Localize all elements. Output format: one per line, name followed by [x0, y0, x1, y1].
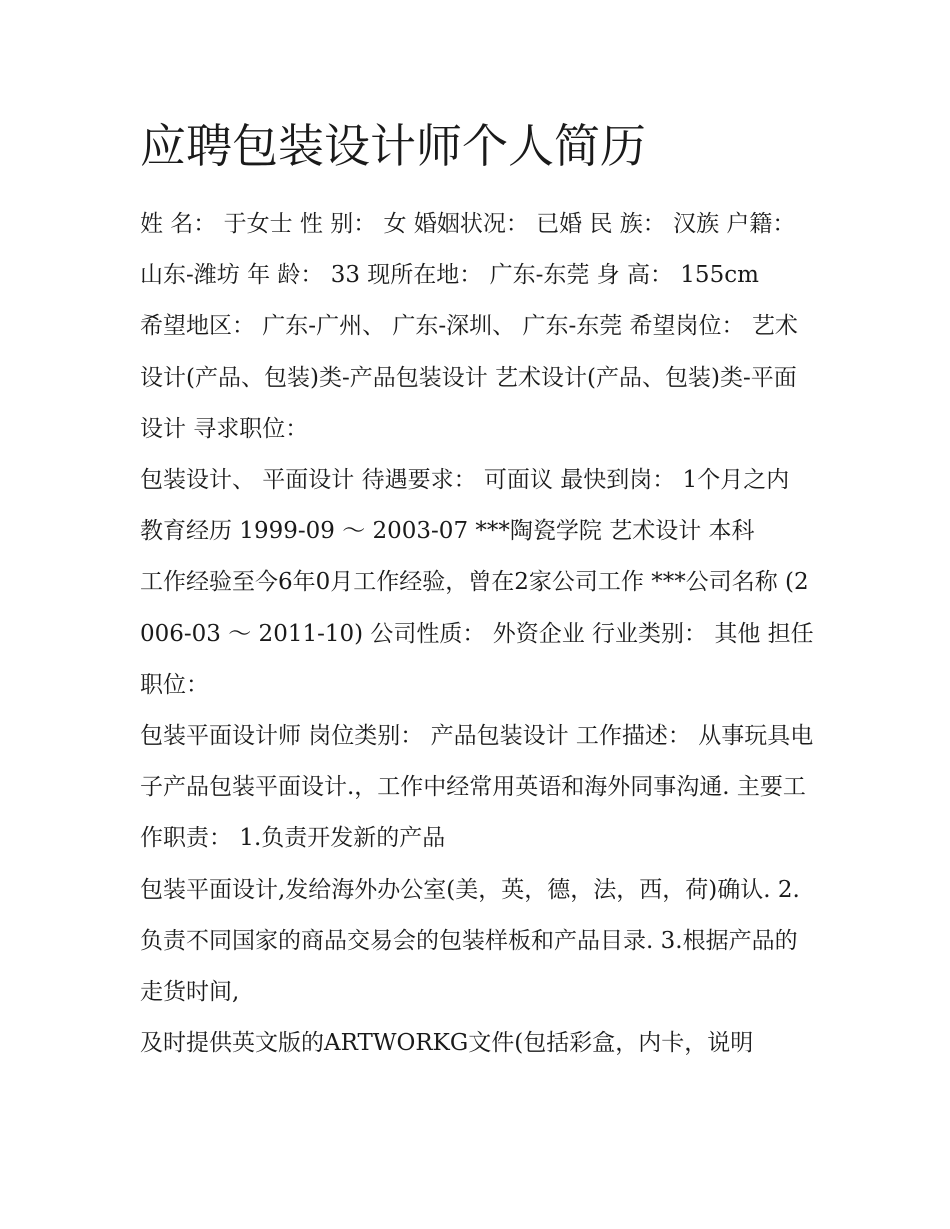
paragraph-job-intention: 希望地区： 广东-广州、 广东-深圳、 广东-东莞 希望岗位： 艺术设计(产品、包装)类-产品包装设计 艺术设计(产品、包装)类-平面设计 寻求职位：	[140, 313, 798, 442]
page-title: 应聘包装设计师个人简历	[140, 119, 646, 173]
document-body	[140, 199, 815, 1069]
paragraph-personal-info: 姓 名： 于女士 性 别： 女 婚姻状况： 已婚 民 族： 汉族 户籍： 山东-潍坊 年 龄： 33 现所在地： 广东-东莞 身 高： 155cm	[140, 211, 796, 289]
paragraph-artwork: 及时提供英文版的ARTWORKG文件(包括彩盒，内卡，说明	[140, 1030, 754, 1057]
paragraph-work-experience: 工作经验至今6年0月工作经验，曾在2家公司工作 ***公司名称 (2006-03 ～ 2011-10) 公司性质： 外资企业 行业类别： 其他 担任职位：	[140, 569, 814, 698]
paragraph-responsibilities: 包装平面设计,发给海外办公室(美，英，德，法，西，荷)确认. 2.负责不同国家的商品交易会的包装样板和产品目录. 3.根据产品的走货时间,	[140, 876, 800, 1006]
paragraph-job-description: 包装平面设计师 岗位类别： 产品包装设计 工作描述： 从事玩具电子产品包装平面设计.，工作中经常用英语和海外同事沟通. 主要工作职责： 1.负责开发新的产品	[140, 723, 814, 852]
paragraph-education: 包装设计、 平面设计 待遇要求： 可面议 最快到岗： 1个月之内 教育经历 1999-09 ～ 2003-07 ***陶瓷学院 艺术设计 本科	[140, 467, 790, 545]
